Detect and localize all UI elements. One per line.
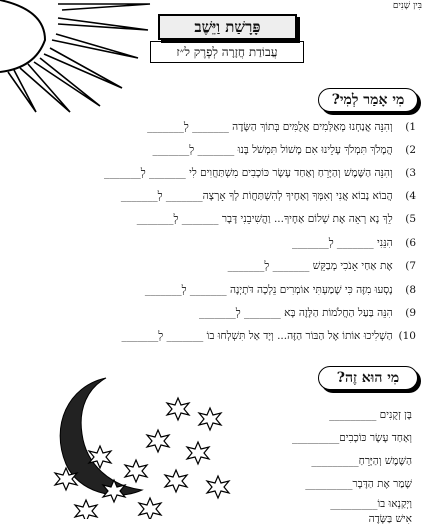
question-text: נָסְעוּ מִזֶּה כִּי שָׁמַעְתִּי אוֹמְרִים נֵלְכָה דֹּתָיְנָה _______ לְ_______ (144, 284, 393, 296)
question-text: הֲמָלֹךְ תִּמְלֹךְ עָלֵינוּ אִם מָשׁוֹל תִּמְשֹׁל בָּנוּ _______ לְ_______ (152, 144, 393, 156)
question-row (4, 212, 416, 226)
page-title: פָּרָשַׁת וַיֵּשֶׁב (158, 14, 297, 40)
question-number: 6) (405, 237, 416, 249)
sun-drawing (0, 0, 165, 115)
star-icon (125, 460, 147, 482)
question-number: 10) (398, 330, 416, 342)
question-row (4, 259, 416, 273)
list-item: הַשֶּׁמֶשׁ וְהַיָּרֵחַ_________ (311, 455, 412, 467)
star-icon (199, 408, 221, 430)
question-row (4, 236, 416, 250)
list-item: אִישׁ בַּשָּׂדֶה (368, 513, 412, 525)
section-heading-who-is-this: מִי הוּא זֶה? (318, 366, 418, 390)
question-number: 4) (405, 190, 416, 202)
question-number: 3) (405, 167, 416, 179)
star-icon (165, 470, 187, 492)
list-item: וַיְקַנְאוּ בוֹ_________ (330, 498, 412, 510)
star-icon (187, 442, 209, 464)
question-text: הַשְׁלִיכוּ אוֹתוֹ אֶל הַבּוֹר הַזֶּה... וְיָד אַל תִּשְׁלְחוּ בוֹ _______ לְ_______ (121, 330, 393, 342)
question-number: 5) (405, 213, 416, 225)
question-row (4, 189, 416, 203)
section-heading-who-said: מִי אָמַר לְמִי? (318, 88, 418, 112)
question-row (4, 120, 416, 134)
list-item: שָׁמַר אֶת הַדָּבָר_________ (305, 478, 412, 490)
question-text: הִנֵּנִי _______ לְ_______ (291, 237, 393, 249)
star-icon (75, 500, 97, 519)
question-row (4, 283, 416, 297)
question-number: 7) (405, 260, 416, 272)
star-icon (139, 498, 161, 519)
list-item: בֶּן זְקֻנִים _________ (329, 409, 412, 421)
question-number: 1) (405, 121, 416, 133)
star-icon (207, 476, 229, 498)
page-subtitle: עֲבוֹדַת חֲזָרָה לְפֶרֶק ל״ז (150, 41, 304, 63)
list-item: וְאַחַד עָשָׂר כּוֹכָבִים_________ (291, 432, 412, 444)
top-cut-text: בִּין שָׁנִים (392, 1, 422, 10)
question-text: לֵךְ נָא רְאֵה אֶת שְׁלוֹם אַחֶיךָ... וַהֲשִׁיבֵנִי דָּבָר _______ לְ_______ (136, 213, 393, 225)
question-row (4, 306, 416, 320)
question-text: הִנֵּה בַּעַל הַחֲלֹמוֹת הַלָּזֶה בָּא _______ לְ_______ (199, 307, 393, 319)
question-row (4, 329, 416, 343)
question-text: הֲבוֹא נָבוֹא אֲנִי וְאִמְּךָ וְאַחֶיךָ לְהִשְׁתַּחֲוֹת לְךָ אָרְצָה_______ לְ_______ (120, 190, 393, 202)
question-text: וְהִנֵּה אֲנַחְנוּ מְאַלְּמִים אֲלֻמִּים בְּתוֹךְ הַשָּׂדֶה _______ לְ_______ (147, 121, 393, 133)
moon-and-stars-drawing (18, 368, 258, 519)
question-number: 9) (405, 307, 416, 319)
question-text: אֶת אַחַי אָנֹכִי מְבַקֵּשׁ _______ לְ_______ (227, 260, 393, 272)
question-number: 2) (405, 144, 416, 156)
question-row (4, 166, 416, 180)
question-row (4, 143, 416, 157)
question-number: 8) (405, 284, 416, 296)
star-icon (167, 398, 189, 420)
star-icon (147, 430, 169, 452)
question-text: וְהִנֵּה הַשֶּׁמֶשׁ וְהַיָּרֵחַ וְאַחַד עָשָׂר כּוֹכָבִים מִשְׁתַּחֲוִים לִי _______ לְ_______ (104, 167, 393, 179)
